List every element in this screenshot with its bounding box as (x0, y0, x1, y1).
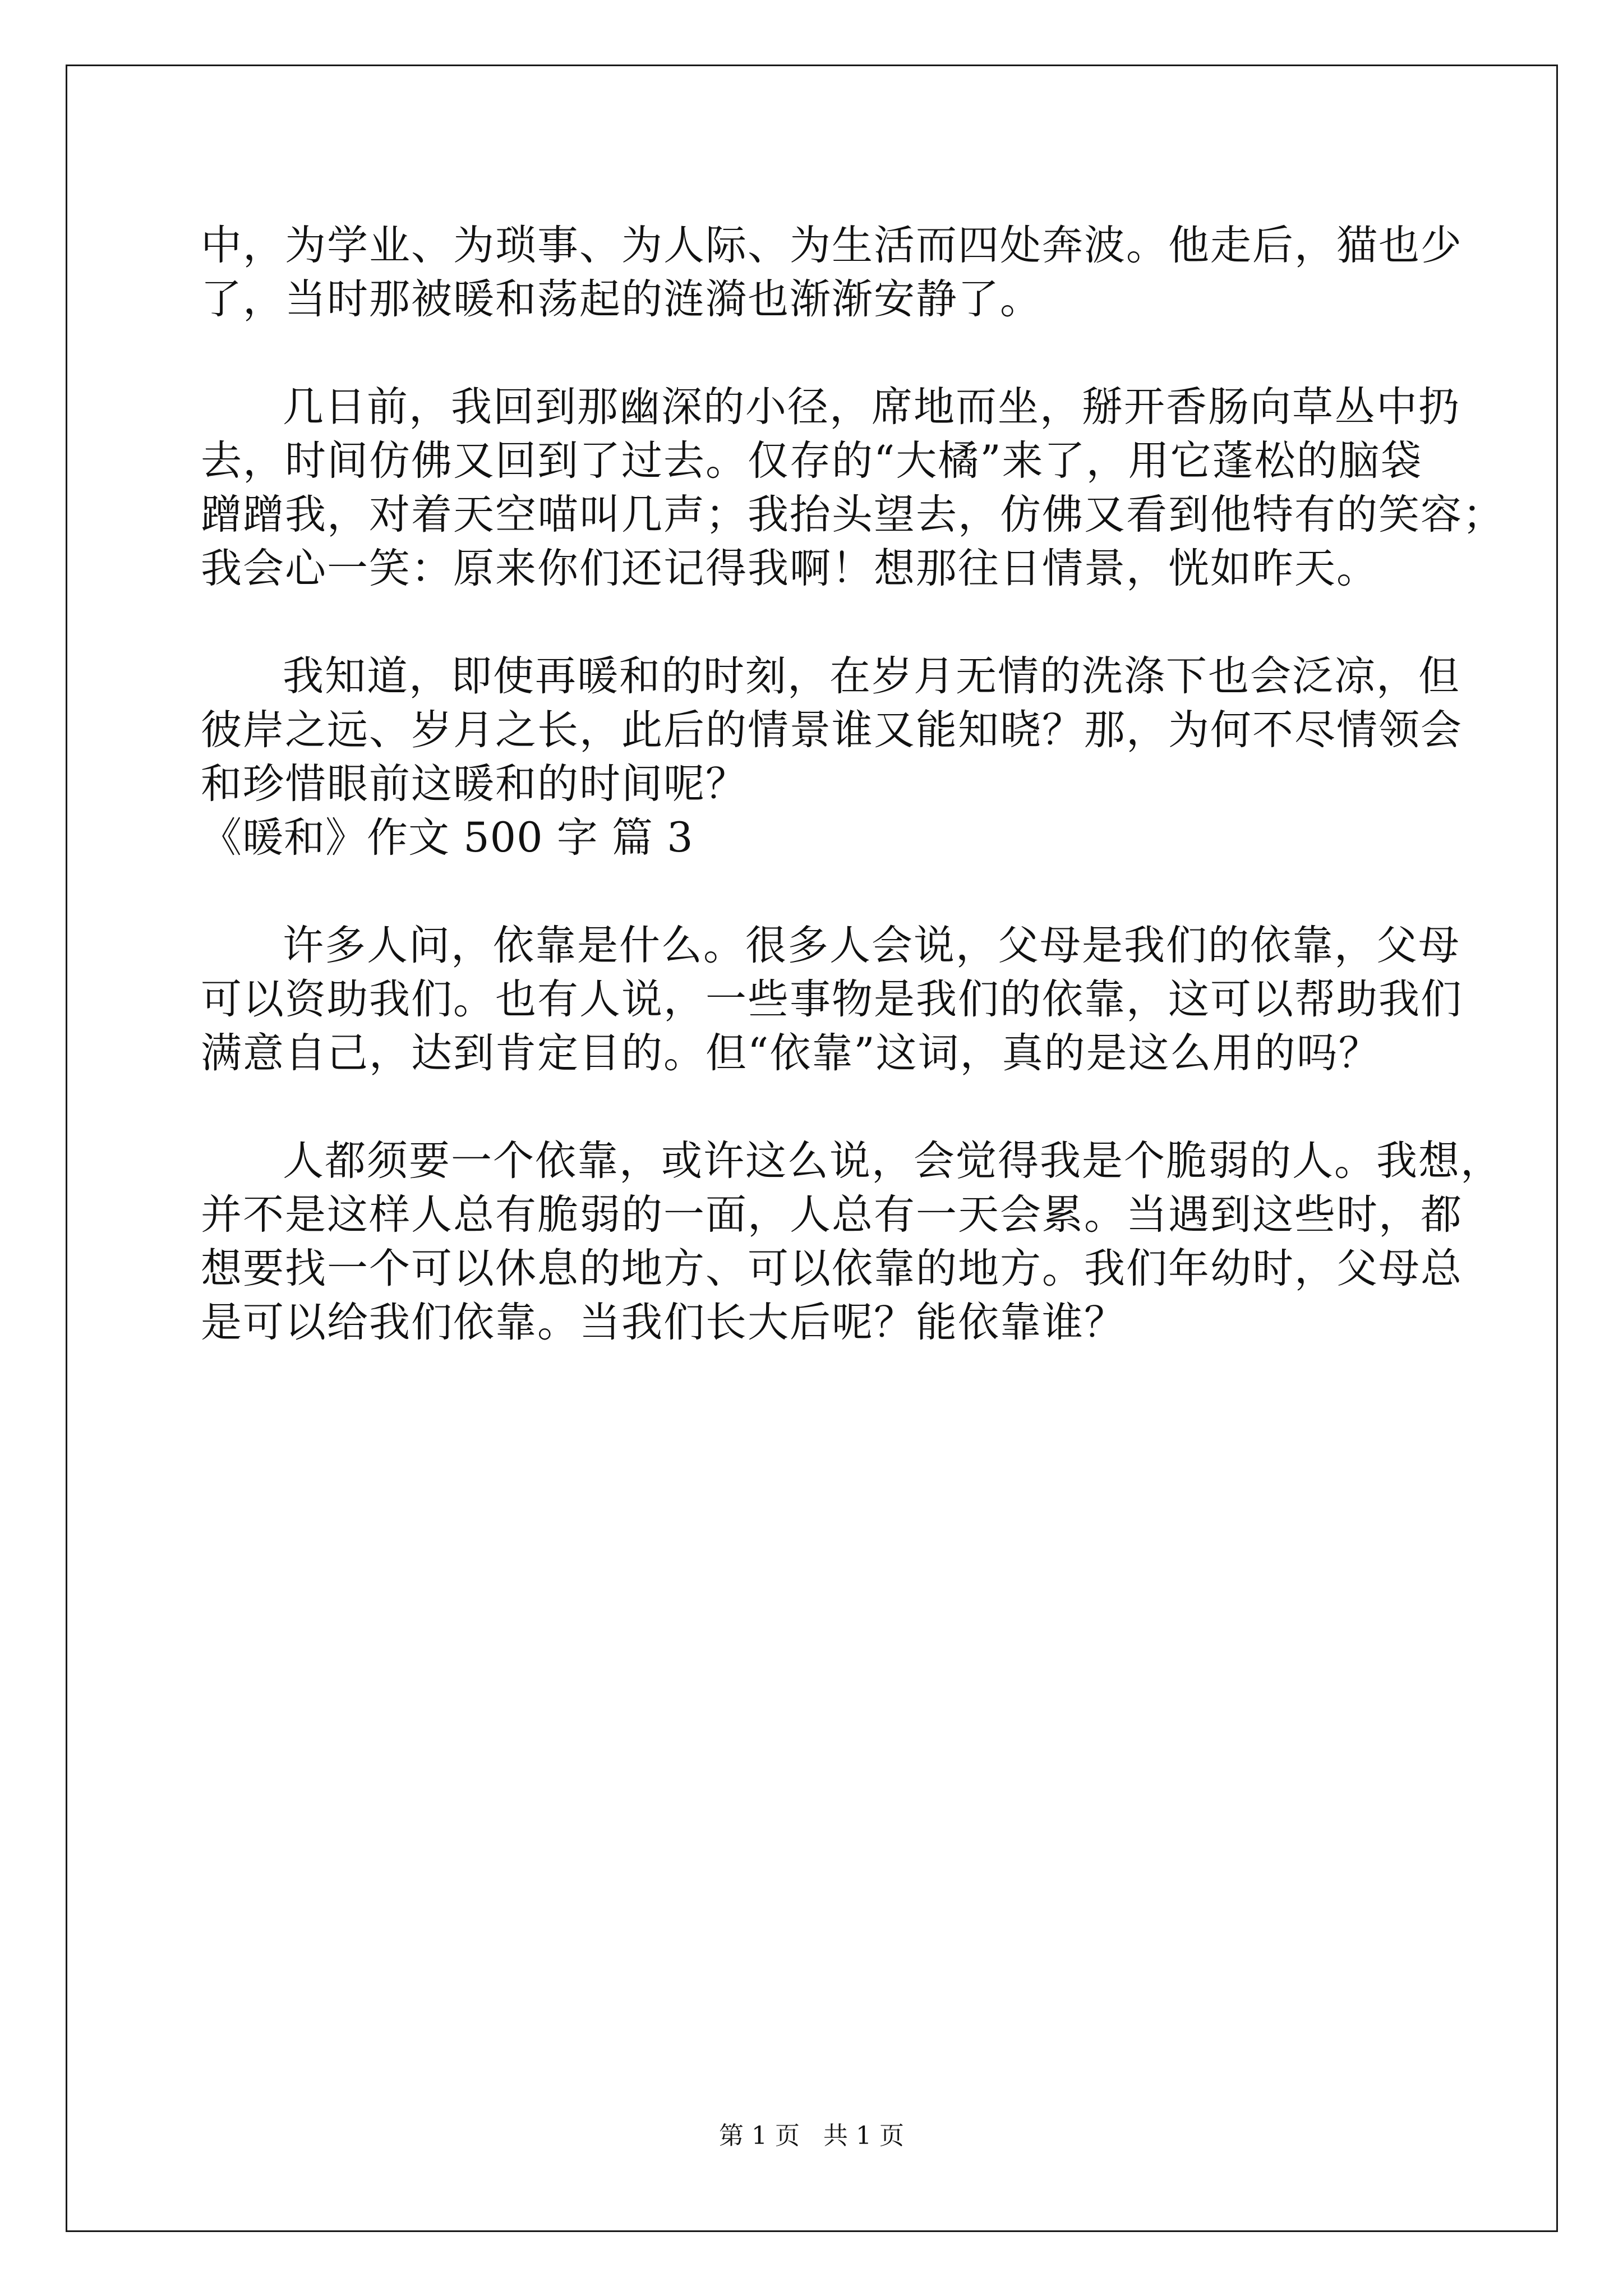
section-heading: 《暖和》作文 500 字 篇 3 (201, 814, 694, 862)
page-total: 共 1 页 (823, 2122, 904, 2150)
text-line: 想要找一个可以休息的地方、可以依靠的地方。我们年幼时，父母总 (201, 1245, 1463, 1292)
text-line: 可以资助我们。也有人说，一些事物是我们的依靠，这可以帮助我们 (201, 976, 1463, 1023)
text-line: 并不是这样人总有脆弱的一面，人总有一天会累。当遇到这些时，都 (201, 1191, 1463, 1239)
text-line: 人都须要一个依靠，或许这么说，会觉得我是个脆弱的人。我想， (283, 1137, 1502, 1185)
text-line: 我会心一笑：原来你们还记得我啊！想那往日情景，恍如昨天。 (201, 545, 1378, 592)
text-line: 彼岸之远、岁月之长，此后的情景谁又能知晓？那，为何不尽情领会 (201, 706, 1463, 754)
document-body (201, 219, 1505, 1350)
text-line: 满意自己，达到肯定目的。但“依靠”这词，真的是这么用的吗？ (201, 1029, 1381, 1077)
text-line: 几日前，我回到那幽深的小径，席地而坐，掰开香肠向草丛中扔 (283, 383, 1460, 431)
text-line: 许多人问，依靠是什么。很多人会说，父母是我们的依靠，父母 (283, 922, 1460, 969)
text-line: 了，当时那被暖和荡起的涟漪也渐渐安静了。 (201, 275, 1042, 323)
text-line: 我知道，即使再暖和的时刻，在岁月无情的洗涤下也会泛凉，但 (283, 652, 1460, 700)
text-line: 和珍惜眼前这暖和的时间呢？ (201, 760, 748, 808)
text-line: 中，为学业、为琐事、为人际、为生活而四处奔波。他走后，猫也少 (201, 222, 1463, 269)
page-footer (0, 2119, 1623, 2153)
text-line: 蹭蹭我，对着天空喵叫几声；我抬头望去，仿佛又看到他特有的笑容； (201, 491, 1505, 539)
text-line: 是可以给我们依靠。当我们长大后呢？能依靠谁？ (201, 1299, 1126, 1346)
page-number: 第 1 页 (719, 2122, 800, 2150)
text-line: 去，时间仿佛又回到了过去。仅存的“大橘”来了，用它蓬松的脑袋 (201, 437, 1423, 485)
